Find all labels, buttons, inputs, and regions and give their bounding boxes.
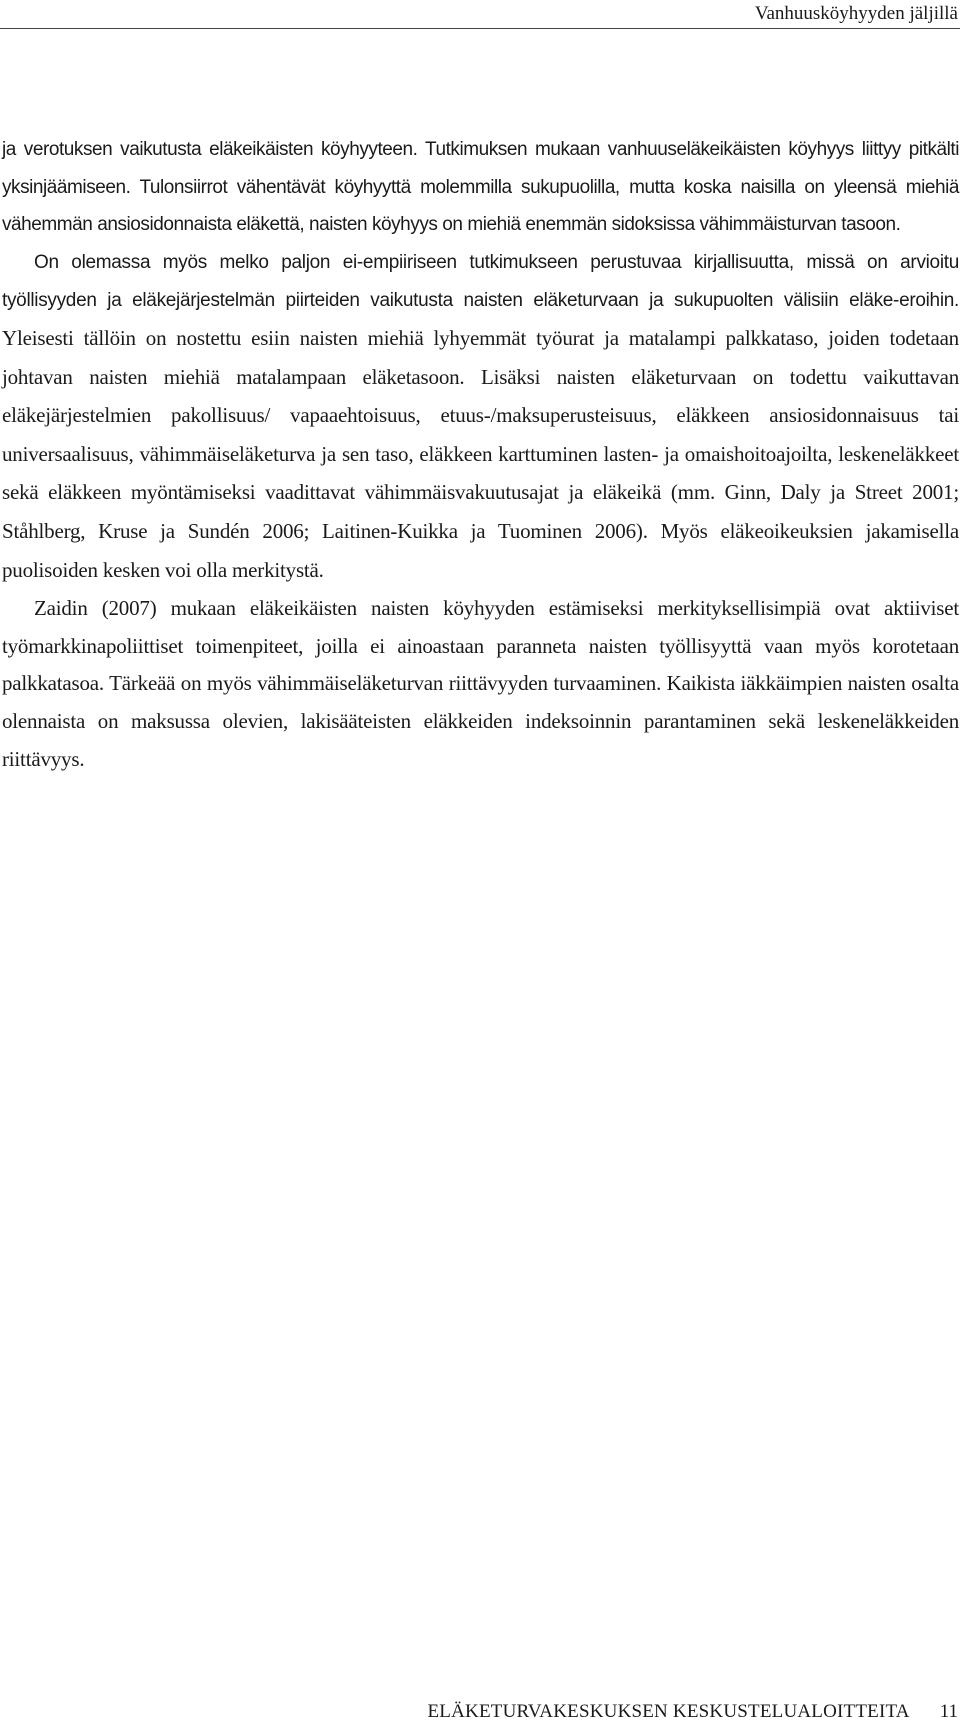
paragraph-3: Zaidin (2007) mukaan eläkeikäisten naisten köyhyyden estämiseksi merkityksellisimpiä ovat aktiiviset työmarkkinapoliittiset toimenpiteet, joilla ei ainoastaan paranneta naisten työllisyyttä vaan myös korotetaan palkkatasoa. Tärkeää on myös vähimmäiseläketurvan riittävyyden turvaaminen. Kaikista iäkkäimpien naisten osalta olennaista on maksussa olevien, lakisääteisten eläkkeiden indeksoinnin parantaminen sekä leskeneläkkeiden riittävyys. [2,596,959,771]
running-header: Vanhuusköyhyyden jäljillä [754,3,958,24]
paragraph-1: ja verotuksen vaikutusta eläkeikäisten köyhyyteen. Tutkimuksen mukaan vanhuuseläkeikäisten köyhyys liittyy pitkälti yksinjäämiseen. Tulonsiirrot vähentävät köyhyyttä molemmilla sukupuolilla, mutta koska naisilla on yleensä miehiä vähemmän ansiosidonnaista eläkettä, naisten köyhyys on miehiä enemmän sidoksissa vähimmäisturvan tasoon. [2,139,959,236]
page-number: 11 [939,1701,958,1722]
body-text [2,131,959,778]
page-footer [428,1700,959,1724]
journal-title: ELÄKETURVAKESKUKSEN KESKUSTELUALOITTEITA [427,1701,910,1722]
paragraph-2-sans-run: On olemassa myös melko paljon ei-empiiriseen tutkimukseen perustuvaa kirjallisuutta, missä on arvioitu työllisyyden ja eläkejärjestelmän piirteiden vaikutusta naisten eläketurvaan ja sukupuolten välisiin eläke-eroihin. [2,251,959,312]
paragraph-2 [2,244,959,590]
header-rule [0,28,960,29]
paragraph-2-serif-run: Yleisesti tällöin on nostettu esiin naisten miehiä lyhyemmät työurat ja matalampi palkkataso, joiden todetaan johtavan naisten miehiä matalampaan eläketasoon. Lisäksi naisten eläketurvaan on todettu vaikuttavan eläkejärjestelmien pakollisuus/ vapaaehtoisuus, etuus-/maksuperusteisuus, eläkkeen ansiosidonnaisuus tai universaalisuus, vähimmäiseläketurva ja sen taso, eläkkeen karttuminen lasten- ja omaishoitoajoilta, leskeneläkkeet sekä eläkkeen myöntämiseksi vaadittavat vähimmäisvakuutusajat ja eläkeikä (mm. Ginn, Daly ja Street 2001; Ståhlberg, Kruse ja Sundén 2006; Laitinen-Kuikka ja Tuominen 2006). Myös eläkeoikeuksien jakamisella puolisoiden kesken voi olla merkitystä. [2,325,959,582]
